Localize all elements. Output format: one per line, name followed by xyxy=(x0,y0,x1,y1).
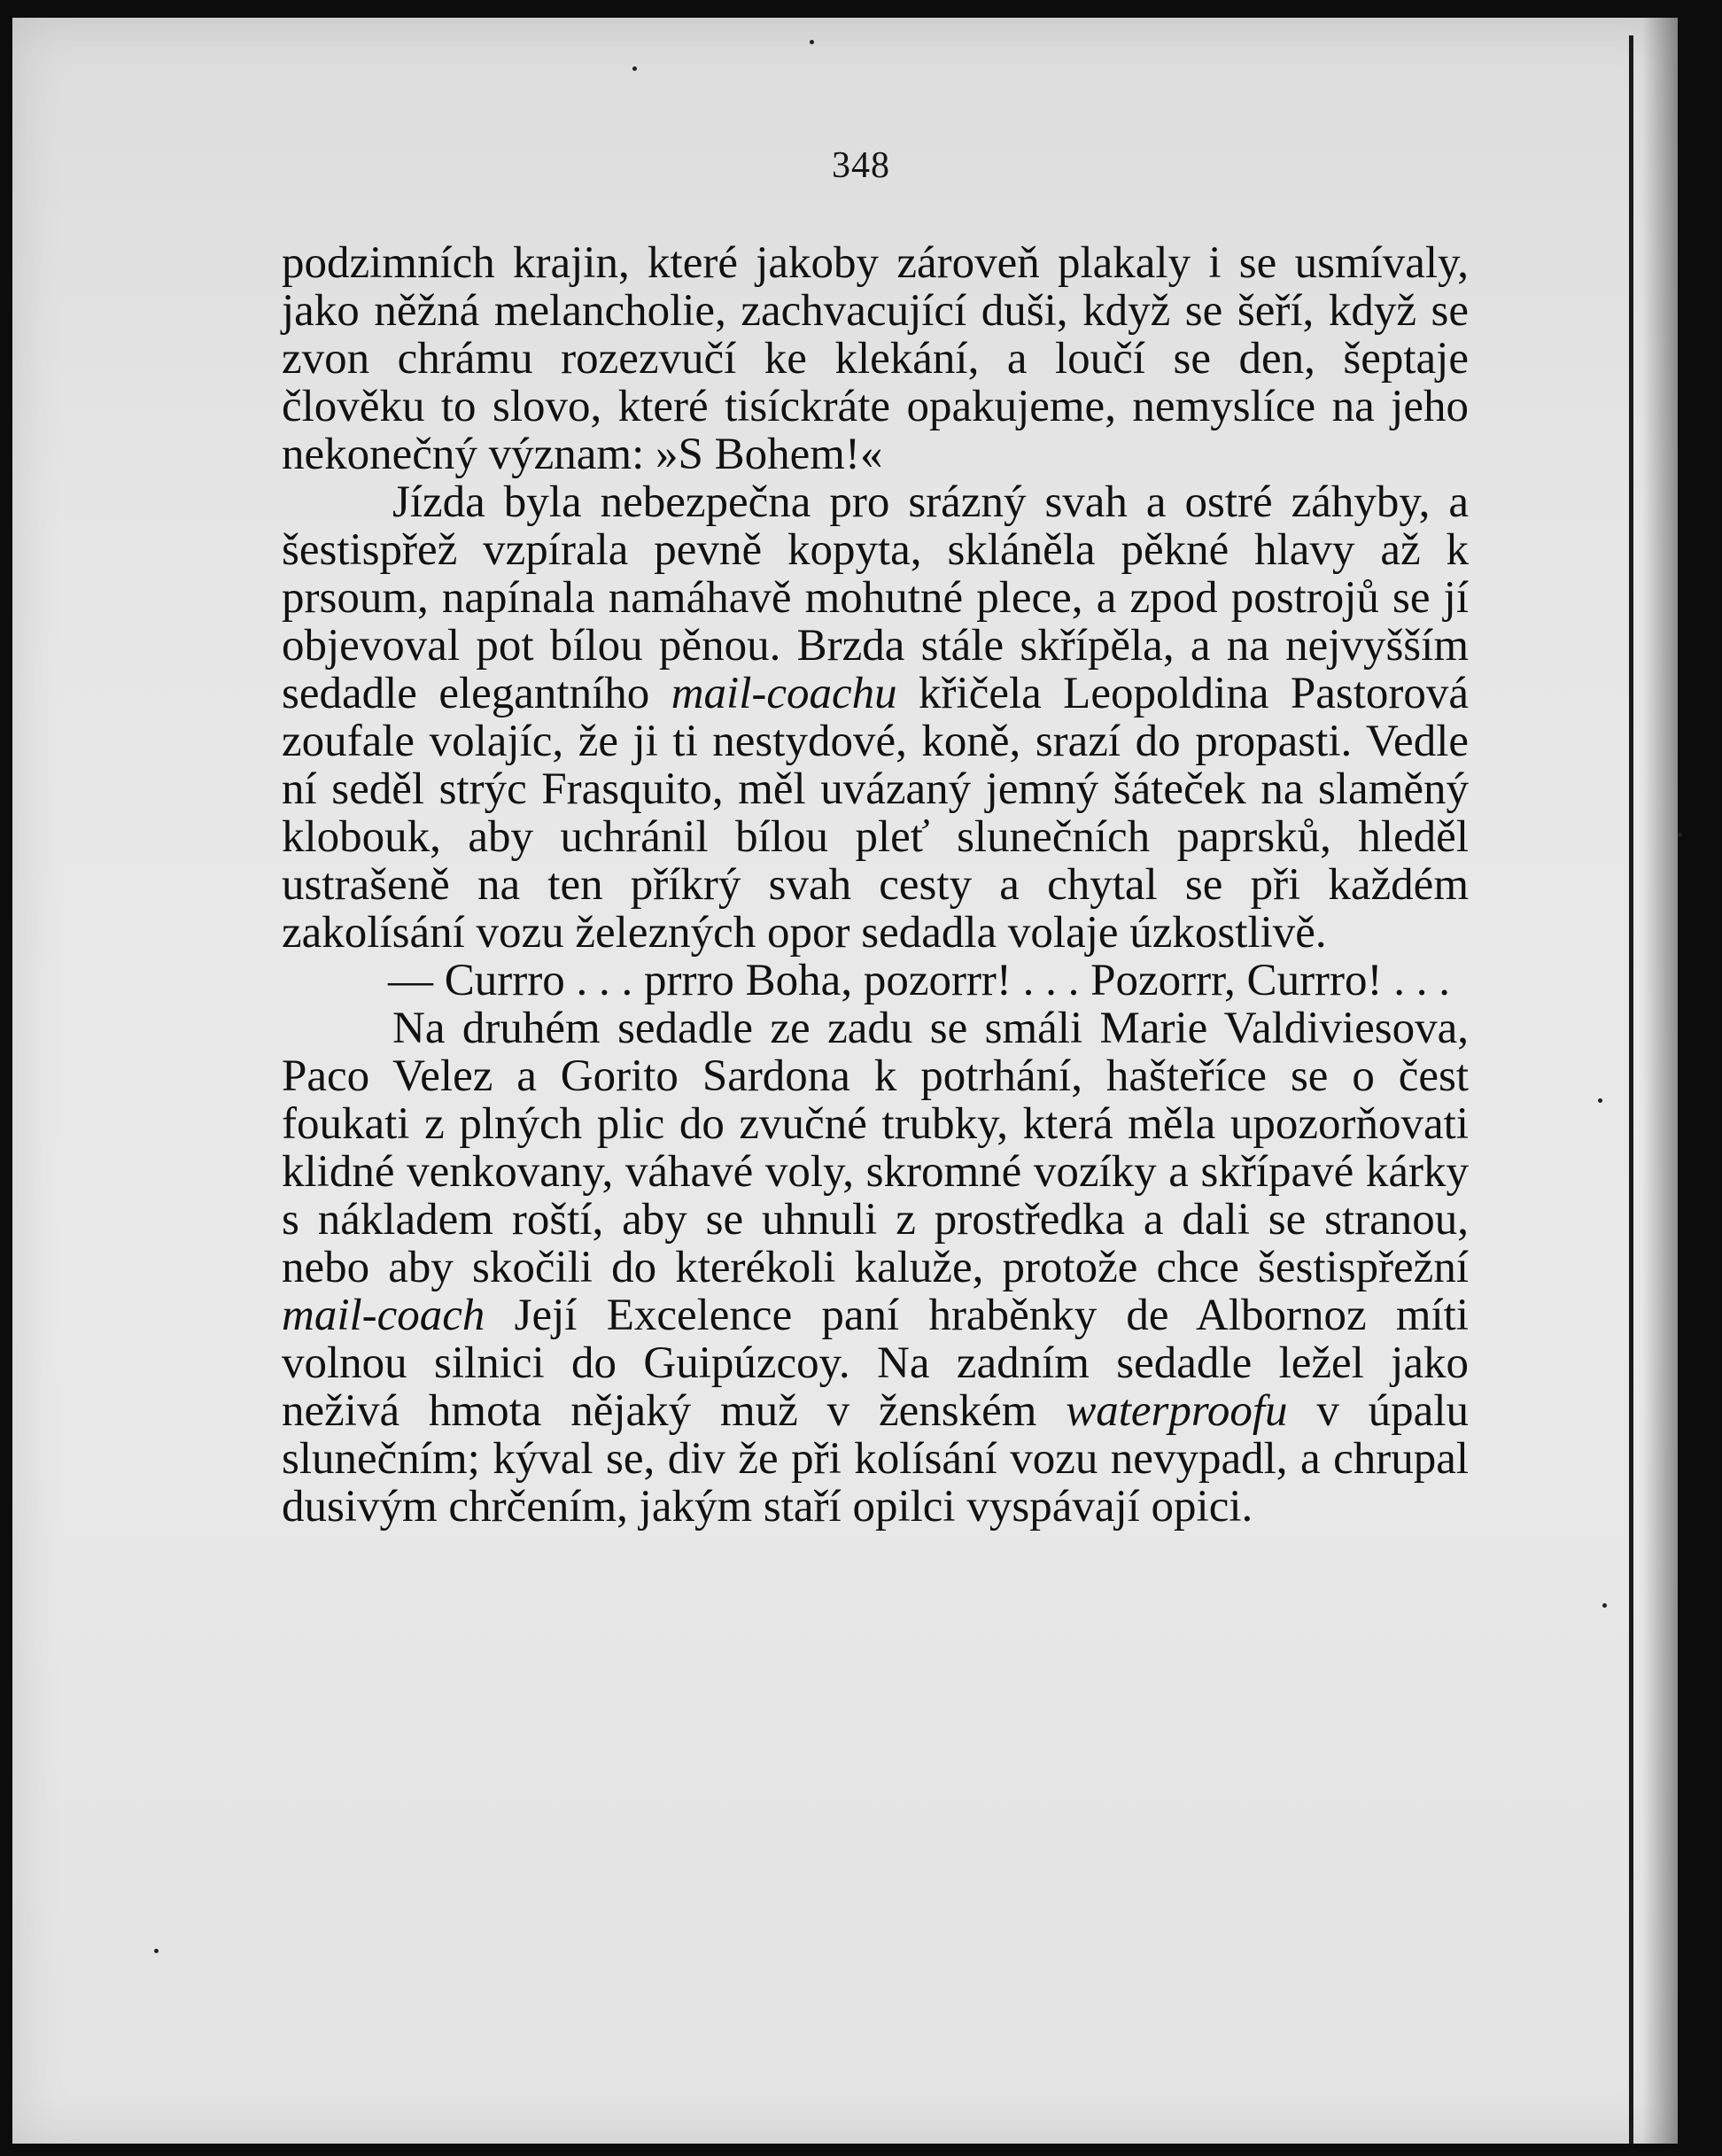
binding-edge xyxy=(1629,35,1633,2144)
paragraph-2 xyxy=(282,478,1469,957)
scan-speck xyxy=(1598,1098,1602,1103)
paragraph-2-text-b: křičela Leopoldina Pastorová zoufale volajíc, že ji ti nestydové, koně, srazí do propasti. Vedle ní seděl strýc Frasquito, měl uvázaný jemný šáteček na slaměný klobouk, aby uchránil bílou pleť slunečních paprsků, hleděl ustrašeně na ten příkrý svah cesty a chytal se při každém zakolísání vozu železných opor sedadla volaje úzkostlivě. xyxy=(282,669,1470,958)
scan-speck xyxy=(810,40,814,44)
paragraph-1: podzimních krajin, které jakoby zároveň plakaly i se usmívaly, jako něžná melancholie, zachvacující duši, když se šeří, když se zvon chrámu rozezvučí ke klekání, a loučí se den, šeptaje člověku to slovo, které tisíckráte opakujeme, nemyslíce na jeho nekonečný význam: »S Bohem!« xyxy=(282,238,1469,479)
paragraph-4-italic-1: mail-coach xyxy=(282,1291,485,1340)
scan-speck xyxy=(632,66,637,71)
paragraph-4-text-a: Na druhém sedadle ze zadu se smáli Marie Valdiviesova, Paco Velez a Gorito Sardona k potrhání, hašteříce se o čest foukati z plných plic do zvučné trubky, která měla upozorňovati klidné venkovany, váhavé voly, skromné vozíky a skřípavé kárky s nákladem roští, aby se uhnuli z prostředka a dali se stranou, nebo aby skočili do kterékoli kaluže, protože chce šestispřežní xyxy=(282,1004,1469,1292)
body-text xyxy=(282,239,1469,1531)
page-number: 348 xyxy=(832,145,890,186)
page-edge-shadow xyxy=(1642,18,1678,2144)
scan-speck xyxy=(1678,833,1682,837)
paragraph-4-text-b: Její Excelence paní hraběnky de Albornoz míti volnou silnici do Guipúzcoy. Na zadním sedadle ležel jako neživá hmota nějaký muž v ženském xyxy=(282,1291,1469,1436)
paragraph-2-text-a: Jízda byla nebezpečna pro srázný svah a ostré záhyby, a šestispřež vzpírala pevně kopyta, skláněla pěkné hlavy až k prsoum, napínala namáhavě mohutné plece, a zpod postrojů se jí objevoval pot bílou pěnou. Brzda stále skřípěla, a na nejvyšším sedadle elegantního xyxy=(282,477,1469,718)
paragraph-4 xyxy=(282,1004,1469,1531)
paragraph-2-italic: mail-coachu xyxy=(671,669,897,718)
scan-speck xyxy=(154,1949,159,1953)
paragraph-4-italic-2: waterproofu xyxy=(1066,1386,1288,1436)
scan-speck xyxy=(1602,1603,1607,1608)
dialogue-line: — Currro . . . prrro Boha, pozorrr! . . . Pozorrr, Currro! . . . xyxy=(388,956,1450,1005)
paragraph-4-text-c: v úpalu slunečním; kýval se, div že při kolísání vozu nevypadl, a chrupal dusivým chrčením, jakým staří opilci vyspávají opici. xyxy=(282,1386,1469,1532)
